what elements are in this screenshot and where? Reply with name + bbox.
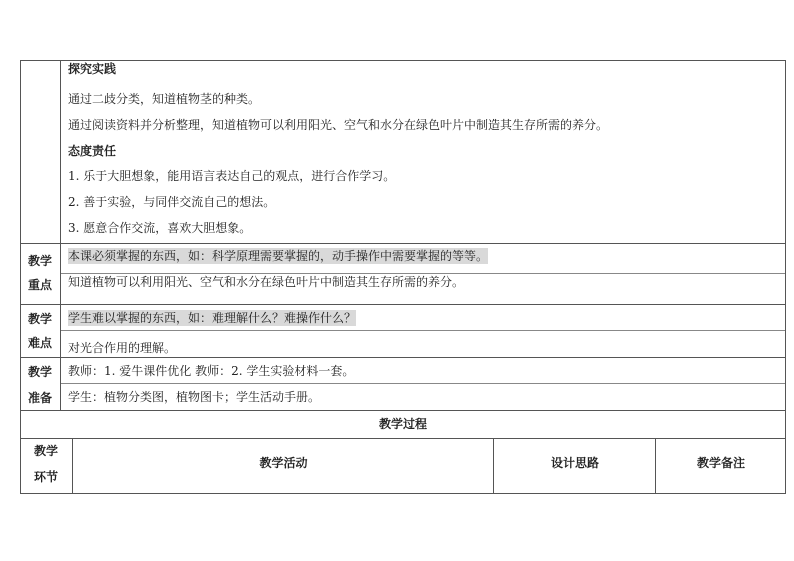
key-points-label: 重点 xyxy=(27,278,52,292)
practice-item: 通过二歧分类，知道植物茎的种类。 xyxy=(68,92,261,106)
row-border xyxy=(20,357,786,358)
row-border xyxy=(20,243,786,244)
practice-item: 通过阅读资料并分析整理，知道植物可以利用阳光、空气和水分在绿色叶片中制造其生存所需的养分。 xyxy=(68,118,609,132)
attitude-item: 1. 乐于大胆想象，能用语言表达自己的观点，进行合作学习。 xyxy=(68,169,396,183)
col-activity: 教学活动 xyxy=(259,456,308,470)
difficulties-label: 教学 xyxy=(27,312,52,326)
inner-border xyxy=(60,383,786,384)
preparation-student: 学生：植物分类图，植物图卡；学生活动手册。 xyxy=(68,390,321,404)
row-border xyxy=(20,493,786,494)
key-points-content: 知道植物可以利用阳光、空气和水分在绿色叶片中制造其生存所需的养分。 xyxy=(68,275,465,289)
difficulties-hint: 学生难以掌握的东西，如：难理解什么？难操作什么？ xyxy=(68,311,357,325)
difficulties-content: 对光合作用的理解。 xyxy=(68,341,177,355)
key-points-hint: 本课必须掌握的东西，如：科学原理需要掌握的，动手操作中需要掌握的等等。 xyxy=(68,249,489,263)
difficulties-label: 难点 xyxy=(27,336,52,350)
preparation-label: 准备 xyxy=(27,391,52,405)
row-border xyxy=(20,60,786,61)
row-border xyxy=(20,410,786,411)
row-border xyxy=(20,304,786,305)
preparation-label: 教学 xyxy=(27,365,52,379)
col-stage: 环节 xyxy=(33,470,58,484)
preparation-teacher: 教师：1. 爱牛课件优化 教师：2. 学生实验材料一套。 xyxy=(68,364,355,378)
col-stage: 教学 xyxy=(33,444,58,458)
col-notes: 教学备注 xyxy=(696,456,745,470)
heading-attitude: 态度责任 xyxy=(68,144,117,158)
attitude-item: 2. 善于实验，与同伴交流自己的想法。 xyxy=(68,195,276,209)
col-design: 设计思路 xyxy=(550,456,599,470)
heading-practice: 探究实践 xyxy=(68,62,117,76)
key-points-label: 教学 xyxy=(27,254,52,268)
col-border xyxy=(60,60,61,411)
attitude-item: 3. 愿意合作交流，喜欢大胆想象。 xyxy=(68,221,252,235)
row-border xyxy=(20,438,786,439)
process-title: 教学过程 xyxy=(378,417,427,431)
inner-border xyxy=(60,330,786,331)
